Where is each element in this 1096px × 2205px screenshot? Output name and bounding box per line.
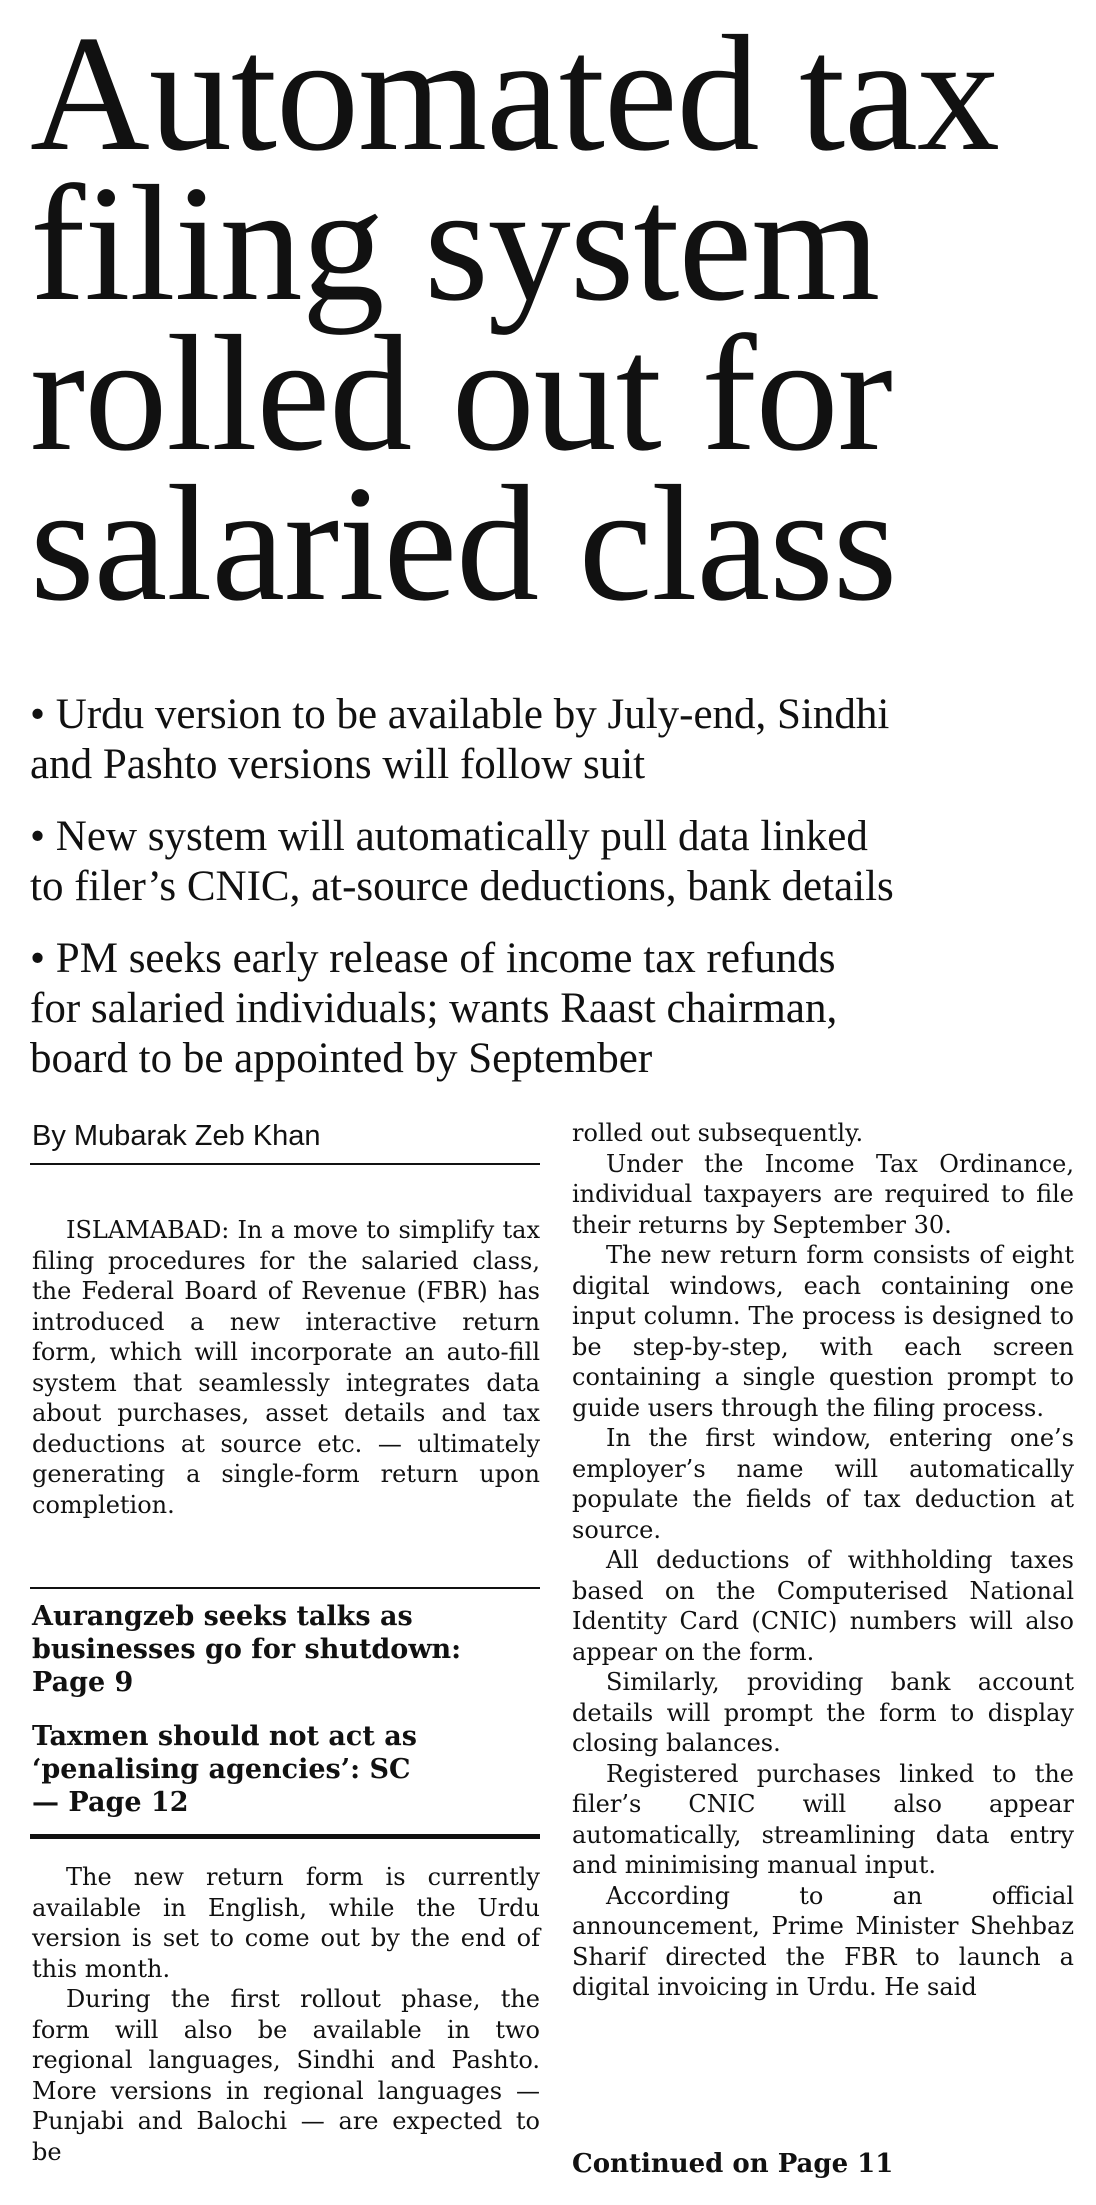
- byline-rule: [30, 1163, 540, 1165]
- body-paragraph: Registered purchases linked to the filer’s CNIC will also appear automatically, streamlining data entry and minimising manual input.: [572, 1759, 1074, 1879]
- left-column-body: [32, 1862, 540, 2167]
- continuation-text: rolled out subsequently.: [572, 1119, 864, 1147]
- summary-bullets: [30, 690, 1080, 1106]
- summary-bullet: • PM seeks early release of income tax refunds for salaried individuals; wants Raast chairman, board to be appointed by September: [30, 935, 838, 1082]
- body-paragraph: Similarly, providing bank account details will prompt the form to display closing balances.: [572, 1668, 1074, 1757]
- summary-bullet: • Urdu version to be available by July-end, Sindhi and Pashto versions will follow suit: [30, 691, 890, 788]
- headline-line: Automated tax: [30, 1, 999, 185]
- left-column-intro: [32, 1215, 540, 1520]
- body-paragraph: All deductions of withholding taxes based on the Computerised National Identity Card (CNIC) numbers will also appear on the form.: [572, 1546, 1074, 1666]
- headline-line: filing system: [30, 151, 880, 335]
- teaser-top-rule: [30, 1587, 540, 1589]
- body-paragraph: In the first window, entering one’s employer’s name will automatically populate the fields of tax deduction at source.: [572, 1424, 1074, 1544]
- teaser-link[interactable]: Taxmen should not act as ‘penalising agencies’: SC — Page 12: [32, 1721, 417, 1818]
- headline-line: rolled out for: [30, 301, 892, 485]
- intro-paragraph: ISLAMABAD: In a move to simplify tax filing procedures for the salaried class, the Federal Board of Revenue (FBR) has introduced a new interactive return form, which will incorporate an auto-fill system that seamlessly integrates data about purchases, asset details and tax deductions at source etc. — ultimately generating a single-form return upon completion.: [32, 1216, 540, 1519]
- body-paragraph: During the first rollout phase, the form will also be available in two regional languages, Sindhi and Pashto. More versions in regional languages — Punjabi and Balochi — are expected to be: [32, 1985, 540, 2166]
- body-paragraph: Under the Income Tax Ordinance, individual taxpayers are required to file their returns by September 30.: [572, 1149, 1074, 1239]
- summary-bullet: • New system will automatically pull data linked to filer’s CNIC, at-source deductions, bank details: [30, 813, 894, 910]
- body-paragraph: According to an official announcement, Prime Minister Shehbaz Sharif directed the FBR to launch a digital invoicing in Urdu. He said: [572, 1881, 1074, 2001]
- teaser-link[interactable]: Aurangzeb seeks talks as businesses go for shutdown: Page 9: [32, 1601, 462, 1698]
- headline: [30, 1, 1070, 635]
- teaser-bottom-rule: [30, 1834, 540, 1839]
- body-paragraph: The new return form is currently available in English, while the Urdu version is set to come out by the end of this month.: [32, 1863, 540, 1983]
- headline-line: salaried class: [30, 451, 897, 635]
- continued-on-page-link[interactable]: Continued on Page 11: [572, 2149, 894, 2179]
- right-column-body: [572, 1118, 1074, 2003]
- byline: By Mubarak Zeb Khan: [32, 1120, 321, 1152]
- body-paragraph: The new return form consists of eight digital windows, each containing one input column. The process is designed to be step-by-step, with each screen containing a single question prompt to guide users through the filing process.: [572, 1241, 1074, 1422]
